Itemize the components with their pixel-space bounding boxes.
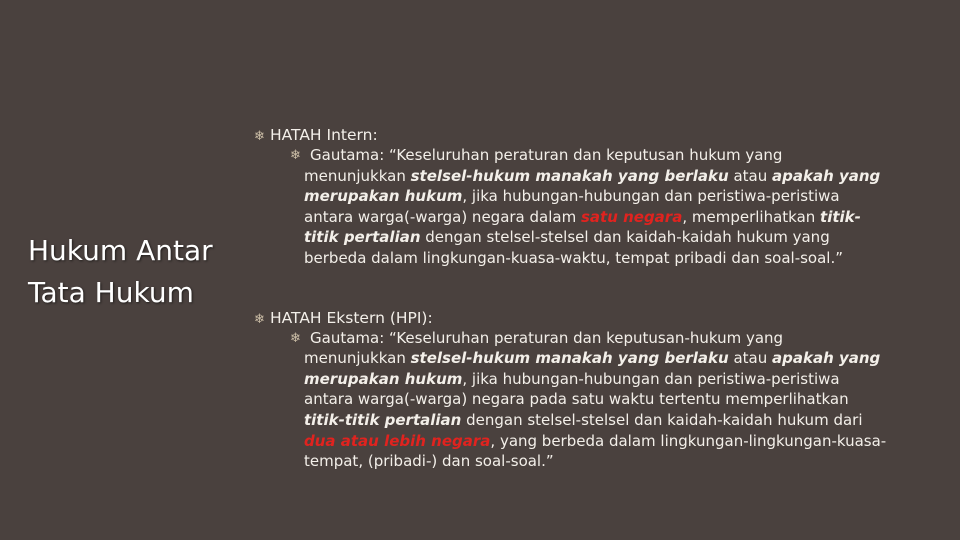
section-hatah-ekstern bbox=[254, 308, 944, 472]
quote-line bbox=[304, 166, 944, 187]
quote-text: atau bbox=[728, 166, 772, 185]
slide-title bbox=[28, 230, 258, 314]
quote-text: antara warga(-warga) negara dalam bbox=[304, 207, 581, 226]
quote-text: menunjukkan bbox=[304, 349, 411, 368]
quote-line bbox=[304, 431, 944, 452]
content-area bbox=[254, 125, 944, 472]
snowflake-bullet-icon: ❄ bbox=[290, 148, 301, 163]
quote-line bbox=[304, 207, 944, 228]
quote-text: menunjukkan bbox=[304, 166, 411, 185]
emphasis-text: titik-titik pertalian bbox=[304, 410, 462, 429]
quote-line bbox=[304, 227, 944, 248]
quote-line bbox=[304, 451, 944, 472]
quote-text: , yang berbeda dalam lingkungan-lingkungan-kuasa- bbox=[490, 431, 887, 450]
emphasis-text: stelsel-hukum manakah yang berlaku bbox=[410, 349, 729, 368]
quote-lines bbox=[304, 145, 944, 269]
quote-line bbox=[304, 410, 944, 431]
quote-text: antara warga(-warga) negara pada satu waktu tertentu memperlihatkan bbox=[304, 390, 849, 409]
emphasis-text: merupakan hukum bbox=[304, 187, 463, 206]
quote-text: atau bbox=[728, 349, 772, 368]
slide-title-line-2: Tata Hukum bbox=[28, 276, 194, 309]
quote-text: dengan stelsel-stelsel dan kaidah-kaidah hukum dari bbox=[461, 410, 863, 429]
snowflake-bullet-icon: ❄ bbox=[254, 129, 265, 144]
section-hatah-intern bbox=[254, 125, 944, 269]
quote-text: tempat, (pribadi-) dan soal-soal.” bbox=[304, 452, 554, 471]
emphasis-text: merupakan hukum bbox=[304, 369, 463, 388]
heading-hatah-intern bbox=[254, 125, 944, 145]
quote-line bbox=[304, 186, 944, 207]
slide-title-line-1: Hukum Antar bbox=[28, 234, 213, 267]
quote-lines bbox=[304, 328, 944, 472]
quote-hatah-ekstern bbox=[290, 328, 944, 472]
quote-hatah-intern bbox=[290, 145, 944, 269]
snowflake-bullet-icon: ❄ bbox=[290, 330, 301, 346]
emphasis-text: apakah yang bbox=[772, 166, 881, 185]
quote-text: , jika hubungan-hubungan dan peristiwa-peristiwa bbox=[462, 187, 840, 206]
emphasis-text: stelsel-hukum manakah yang berlaku bbox=[410, 166, 729, 185]
quote-text: dengan stelsel-stelsel dan kaidah-kaidah hukum yang bbox=[420, 228, 830, 247]
quote-line bbox=[304, 389, 944, 410]
emphasis-text: titik pertalian bbox=[304, 228, 421, 247]
heading-text: HATAH Ekstern (HPI): bbox=[270, 308, 433, 327]
quote-line bbox=[304, 348, 944, 369]
snowflake-bullet-icon: ❄ bbox=[254, 311, 265, 327]
quote-line bbox=[310, 145, 944, 166]
emphasis-text: titik- bbox=[820, 207, 861, 226]
quote-text: berbeda dalam lingkungan-kuasa-waktu, tempat pribadi dan soal-soal.” bbox=[304, 248, 844, 267]
quote-text: , jika hubungan-hubungan dan peristiwa-peristiwa bbox=[462, 369, 840, 388]
emphasis-red-text: dua atau lebih negara bbox=[304, 431, 491, 450]
heading-hatah-ekstern bbox=[254, 308, 944, 328]
quote-text: Gautama: “Keseluruhan peraturan dan keputusan-hukum yang bbox=[310, 328, 784, 347]
quote-line bbox=[304, 248, 944, 269]
quote-text: , memperlihatkan bbox=[682, 207, 821, 226]
emphasis-red-text: satu negara bbox=[580, 207, 683, 226]
quote-text: Gautama: “Keseluruhan peraturan dan keputusan hukum yang bbox=[310, 146, 783, 164]
quote-line bbox=[310, 328, 944, 349]
quote-line bbox=[304, 369, 944, 390]
heading-text: HATAH Intern: bbox=[270, 126, 378, 144]
emphasis-text: apakah yang bbox=[772, 349, 881, 368]
